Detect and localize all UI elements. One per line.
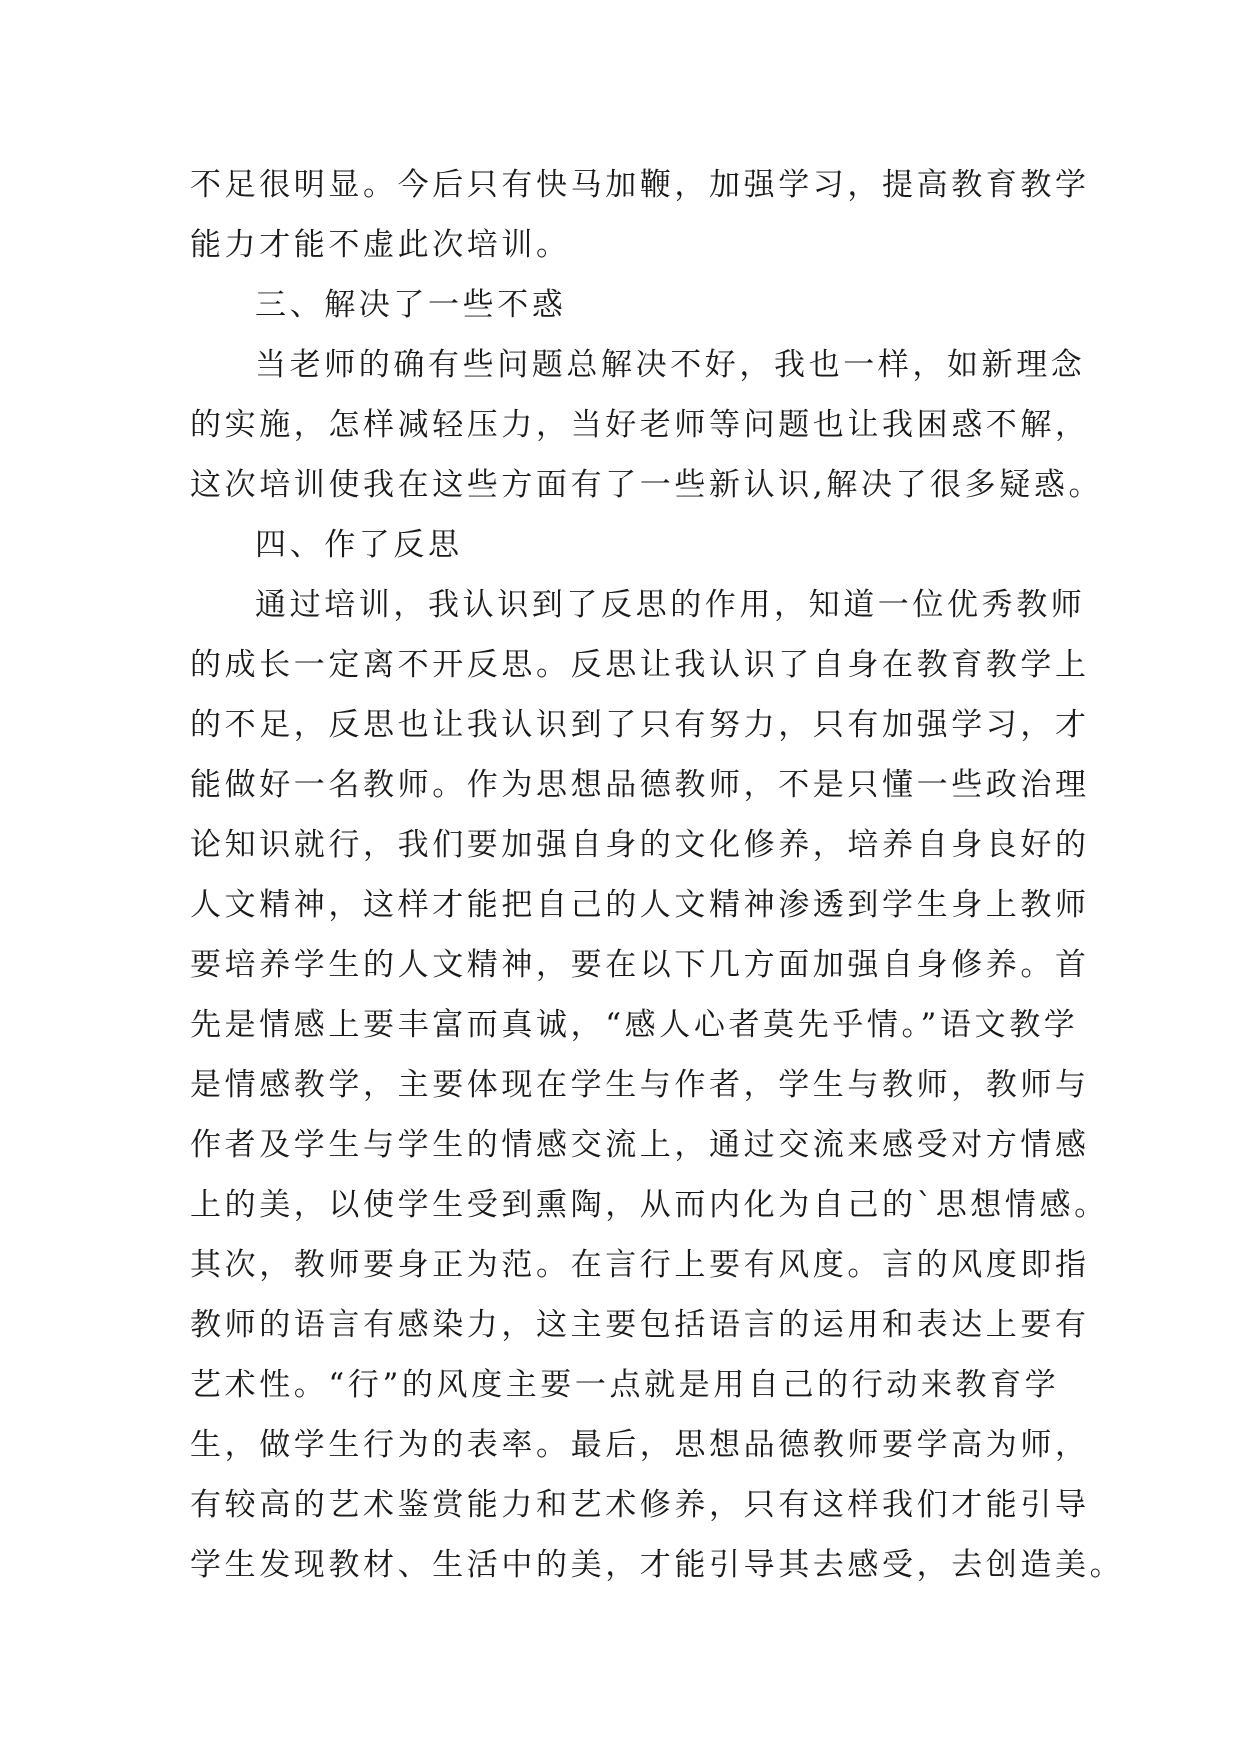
text-line: 论知识就行，我们要加强自身的文化修养，培养自身良好的 xyxy=(190,827,1090,863)
text-line: 其次，教师要身正为范。在言行上要有风度。言的风度即指 xyxy=(190,1247,1090,1283)
text-line: 通过培训，我认识到了反思的作用，知道一位优秀教师 xyxy=(255,587,1086,623)
text-line: 的实施，怎样减轻压力，当好老师等问题也让我困惑不解， xyxy=(190,407,1090,443)
text-line: 的不足，反思也让我认识到了只有努力，只有加强学习，才 xyxy=(190,707,1090,743)
text-line: 是情感教学，主要体现在学生与作者，学生与教师，教师与 xyxy=(190,1067,1090,1103)
text-line: 艺术性。“行”的风度主要一点就是用自己的行动来教育学 xyxy=(190,1367,1060,1403)
text-line: 能做好一名教师。作为思想品德教师，不是只懂一些政治理 xyxy=(190,767,1090,803)
text-line: 作者及学生与学生的情感交流上，通过交流来感受对方情感 xyxy=(190,1127,1090,1163)
text-line: 学生发现教材、生活中的美，才能引导其去感受，去创造美。 xyxy=(190,1547,1125,1583)
text-line: 教师的语言有感染力，这主要包括语言的运用和表达上要有 xyxy=(190,1307,1090,1343)
section-heading: 三、解决了一些不惑 xyxy=(255,287,567,323)
document-body xyxy=(190,155,1125,1595)
text-line: 人文精神，这样才能把自己的人文精神渗透到学生身上教师 xyxy=(190,887,1090,923)
text-line: 先是情感上要丰富而真诚，“感人心者莫先乎情。”语文教学 xyxy=(190,1007,1079,1043)
text-line: 这次培训使我在这些方面有了一些新认识,解决了很多疑惑。 xyxy=(190,467,1104,503)
section-heading: 四、作了反思 xyxy=(255,527,463,563)
text-line: 能力才能不虚此次培训。 xyxy=(190,227,571,263)
text-line: 不足很明显。今后只有快马加鞭，加强学习，提高教育教学 xyxy=(190,167,1090,203)
text-line: 有较高的艺术鉴赏能力和艺术修养，只有这样我们才能引导 xyxy=(190,1487,1090,1523)
text-line: 要培养学生的人文精神，要在以下几方面加强自身修养。首 xyxy=(190,947,1090,983)
text-line: 生，做学生行为的表率。最后，思想品德教师要学高为师， xyxy=(190,1427,1090,1463)
text-line: 的成长一定离不开反思。反思让我认识了自身在教育教学上 xyxy=(190,647,1090,683)
text-line: 当老师的确有些问题总解决不好，我也一样，如新理念 xyxy=(255,347,1086,383)
text-line: 上的美，以使学生受到熏陶，从而内化为自己的`思想情感。 xyxy=(190,1187,1109,1223)
